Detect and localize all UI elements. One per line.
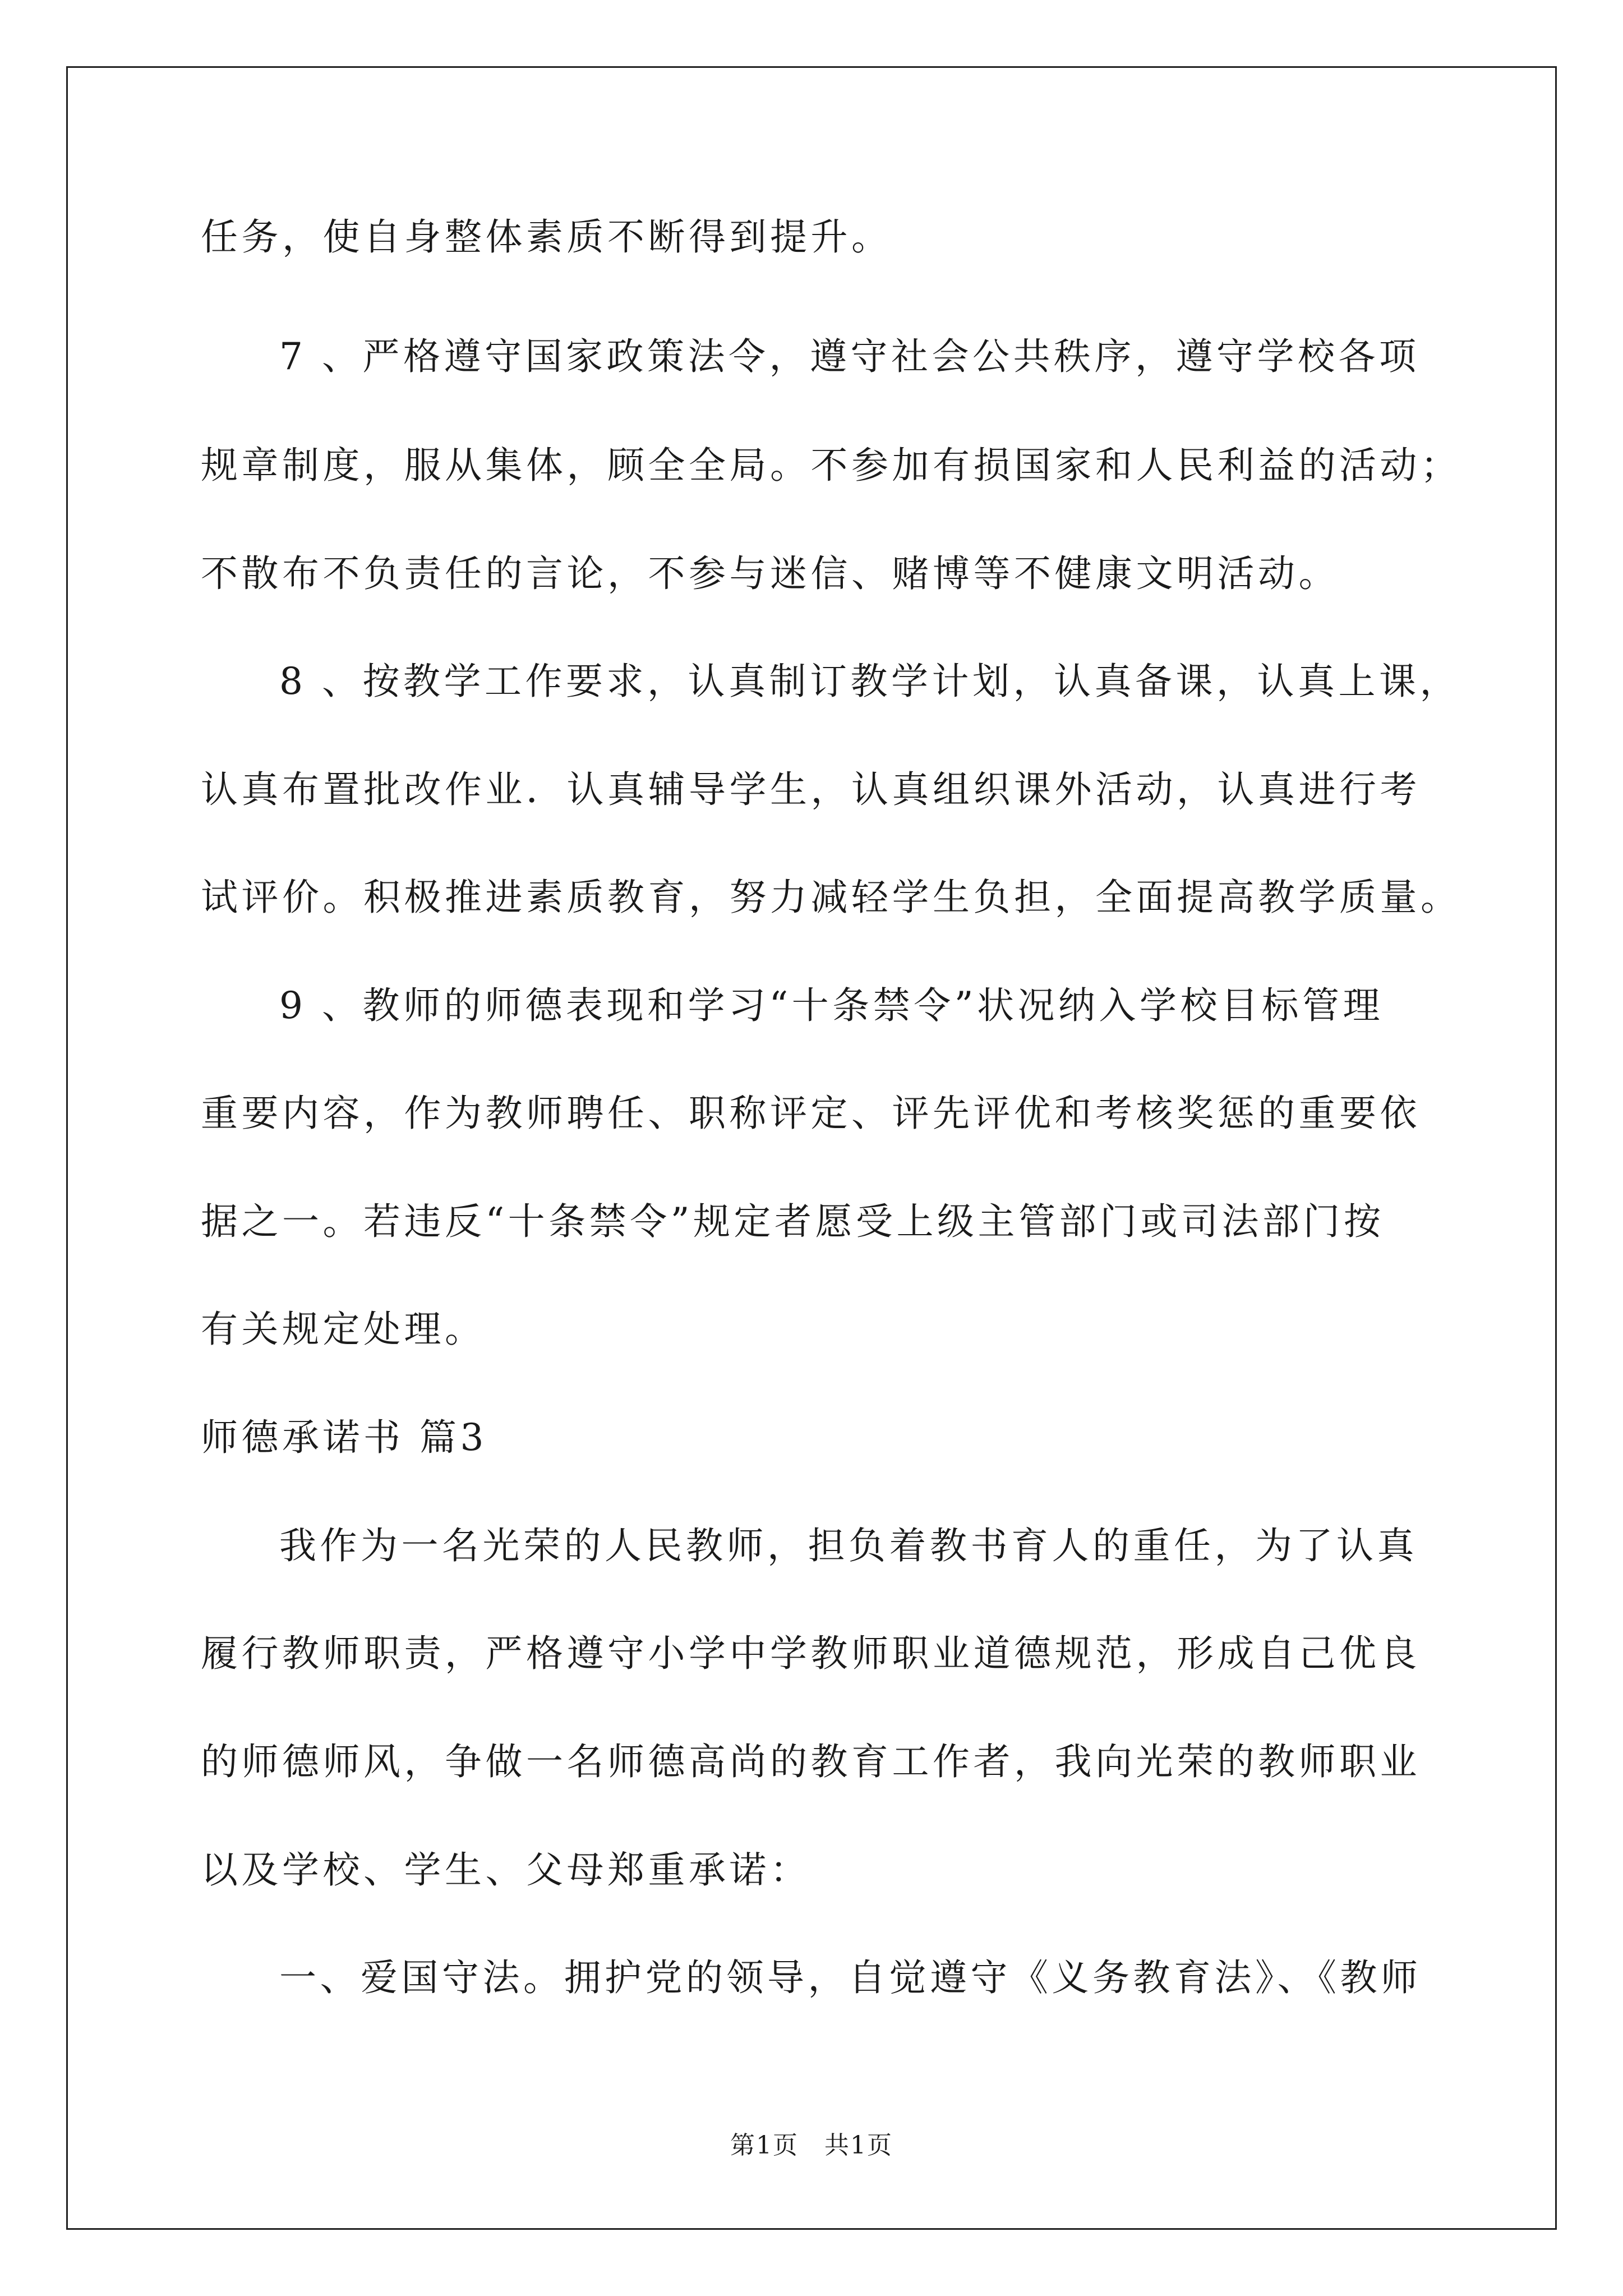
text-line: 规章制度，服从集体，顾全全局。不参加有损国家和人民利益的活动； (201, 444, 1461, 487)
text-line: 试评价。积极推进素质教育，努力减轻学生负担，全面提高教学质量。 (201, 876, 1461, 919)
text-line: 任务，使自身整体素质不断得到提升。 (201, 215, 892, 259)
text-line: 认真布置批改作业．认真辅导学生，认真组织课外活动，认真进行考 (201, 768, 1421, 811)
text-line: 一、爱国守法。拥护党的领导，自觉遵守《义务教育法》、《教师 (279, 1956, 1422, 1999)
section-heading: 师德承诺书 篇3 (201, 1416, 487, 1459)
text-line: 我作为一名光荣的人民教师，担负着教书育人的重任，为了认真 (279, 1524, 1418, 1567)
text-line: 以及学校、学生、父母郑重承诺： (201, 1848, 811, 1892)
page-border (66, 66, 1557, 2230)
text-line: 9 、教师的师德表现和学习“十条禁令”状况纳入学校目标管理 (279, 984, 1384, 1027)
text-line: 据之一。若违反“十条禁令”规定者愿受上级主管部门或司法部门按 (201, 1200, 1385, 1243)
page-number-footer: 第1页 共1页 (730, 2131, 893, 2160)
text-line: 的师德师风，争做一名师德高尚的教育工作者，我向光荣的教师职业 (201, 1740, 1421, 1783)
text-line: 重要内容，作为教师聘任、职称评定、评先评优和考核奖惩的重要依 (201, 1092, 1421, 1135)
text-line: 有关规定处理。 (201, 1308, 486, 1351)
text-line: 不散布不负责任的言论，不参与迷信、赌博等不健康文明活动。 (201, 552, 1339, 595)
text-line: 履行教师职责，严格遵守小学中学教师职业道德规范，形成自己优良 (201, 1632, 1421, 1675)
text-line: 8 、按教学工作要求，认真制订教学计划，认真备课，认真上课， (279, 660, 1460, 703)
text-line: 7 、严格遵守国家政策法令，遵守社会公共秩序，遵守学校各项 (279, 335, 1420, 378)
